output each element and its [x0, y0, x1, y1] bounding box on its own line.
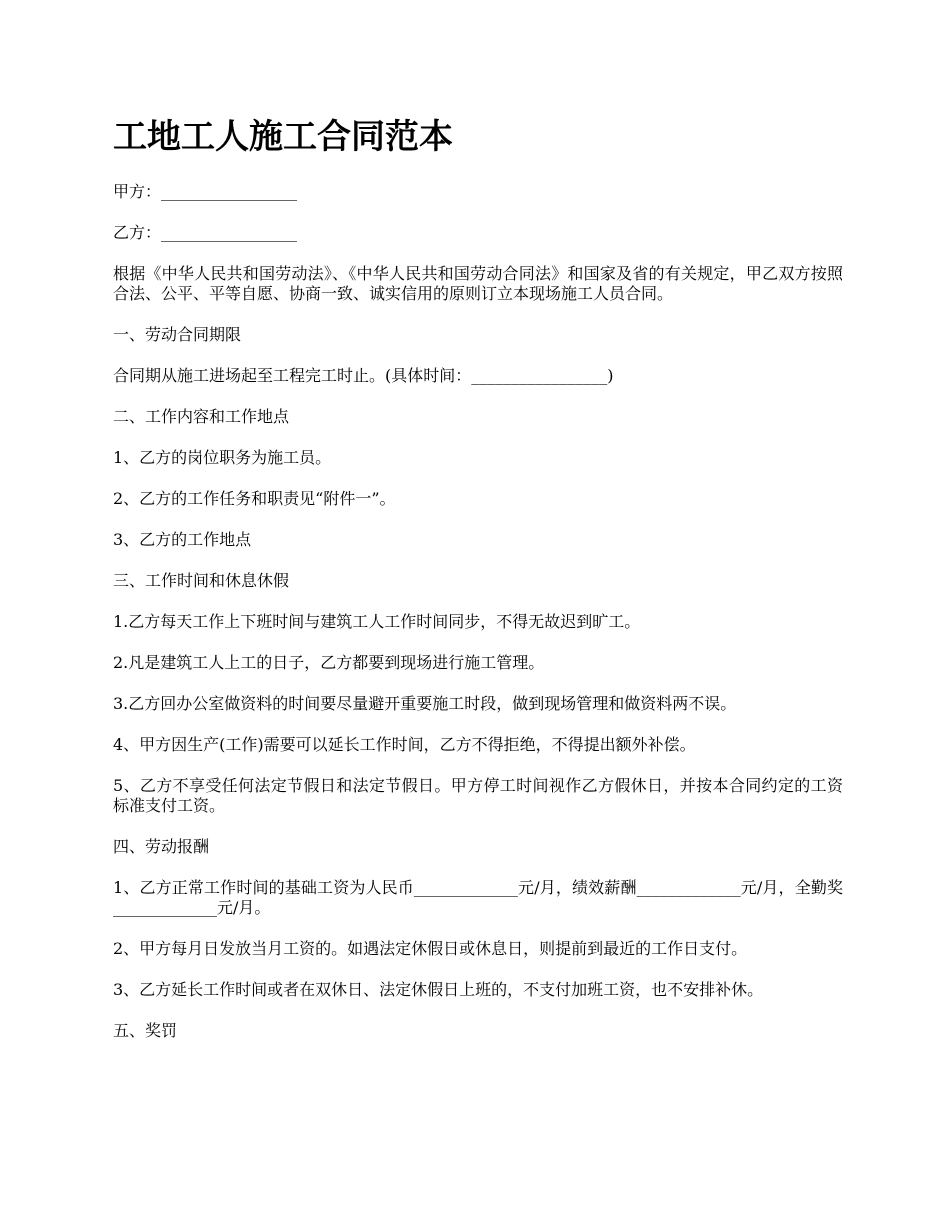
document-title: 工地工人施工合同范本 [113, 117, 453, 157]
clause-paragraph: 1.乙方每天工作上下班时间与建筑工人工作时间同步，不得无故迟到旷工。 [113, 612, 641, 631]
section-heading: 四、劳动报酬 [113, 837, 210, 856]
clause-paragraph: 1、乙方正常工作时间的基础工资为人民币_____________元/月，绩效薪酬_____________元/月，全勤奖_____________元/月。 [113, 878, 843, 917]
document-page [113, 112, 843, 1062]
clause-paragraph: 合同期从施工进场起至工程完工时止。(具体时间：_________________) [113, 366, 614, 385]
clause-paragraph: 2、甲方每月日发放当月工资的。如遇法定休假日或休息日，则提前到最近的工作日支付。 [113, 939, 748, 958]
clause-paragraph: 2、乙方的工作任务和职责见“附件一”。 [113, 489, 396, 508]
preamble-paragraph: 根据《中华人民共和国劳动法》、《中华人民共和国劳动合同法》和国家及省的有关规定，甲乙双方按照合法、公平、平等自愿、协商一致、诚实信用的原则订立本现场施工人员合同。 [113, 264, 843, 303]
clause-paragraph: 3.乙方回办公室做资料的时间要尽量避开重要施工时段，做到现场管理和做资料两不误。 [113, 694, 737, 713]
section-heading: 三、工作时间和休息休假 [113, 571, 290, 590]
section-heading: 二、工作内容和工作地点 [113, 407, 290, 426]
clause-paragraph: 2.凡是建筑工人上工的日子，乙方都要到现场进行施工管理。 [113, 653, 545, 672]
clause-paragraph: 3、乙方延长工作时间或者在双休日、法定休假日上班的，不支付加班工资，也不安排补休。 [113, 980, 764, 999]
party-b-line: 乙方：_________________ [113, 223, 298, 242]
clause-paragraph: 4、甲方因生产(工作)需要可以延长工作时间，乙方不得拒绝，不得提出额外补偿。 [113, 735, 696, 754]
clause-paragraph: 1、乙方的岗位职务为施工员。 [113, 448, 332, 467]
clause-paragraph: 5、乙方不享受任何法定节假日和法定节假日。甲方停工时间视作乙方假休日，并按本合同约定的工资标准支付工资。 [113, 776, 843, 815]
party-a-line: 甲方：_________________ [113, 182, 298, 201]
section-heading: 一、劳动合同期限 [113, 325, 242, 344]
clause-paragraph: 3、乙方的工作地点 [113, 530, 252, 549]
section-heading: 五、奖罚 [113, 1021, 178, 1040]
